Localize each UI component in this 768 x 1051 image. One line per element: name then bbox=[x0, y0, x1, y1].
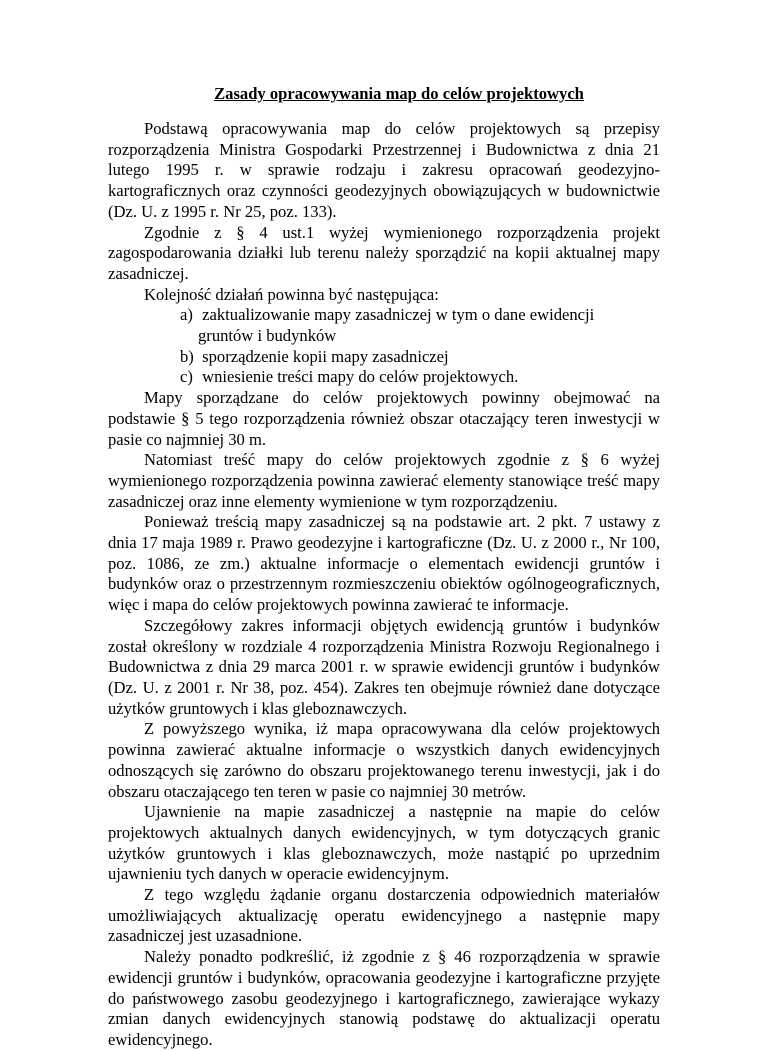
document-title: Zasady opracowywania map do celów projektowych bbox=[214, 84, 584, 103]
paragraph-project-requirement: Zgodnie z § 4 ust.1 wyżej wymienionego rozporządzenia projekt zagospodarowania działki lub terenu należy sporządzić na kopii aktualnej mapy zasadniczej. bbox=[108, 222, 660, 283]
list-marker: a) bbox=[180, 305, 193, 325]
list-item-text: sporządzenie kopii mapy zasadniczej bbox=[202, 346, 449, 366]
document-body bbox=[108, 119, 660, 1051]
list-item bbox=[144, 347, 652, 368]
paragraph-legal-basis: Podstawą opracowywania map do celów projektowych są przepisy rozporządzenia Ministra Gospodarki Przestrzennej i Budownictwa z dnia 21 lutego 1995 r. w sprawie rodzaju i zakresu opracowań geodezyjno-kartograficznych oraz czynności geodezyjnych obowiązujących w budownictwie (Dz. U. z 1995 r. Nr 25, poz. 133). bbox=[108, 119, 660, 221]
steps-list bbox=[108, 305, 660, 388]
list-item bbox=[144, 367, 652, 388]
paragraph-disclosure: Ujawnienie na mapie zasadniczej a następnie na mapie do celów projektowych aktualnych danych ewidencyjnych, w tym dotyczących granic użytków gruntowych i klas gleboznawczych, może nastąpić po uprzednim ujawnieniu tych danych w operacie ewidencyjnym. bbox=[108, 802, 660, 884]
paragraph-map-content: Natomiast treść mapy do celów projektowych zgodnie z § 6 wyżej wymienionego rozporządzenia powinna zawierać elementy stanowiące treść mapy zasadniczej oraz inne elementy wymienione w tym rozporządzeniu. bbox=[108, 450, 660, 511]
paragraph-cadastre-scope: Szczegółowy zakres informacji objętych ewidencją gruntów i budynków został określony w rozdziale 4 rozporządzenia Ministra Rozwoju Regionalnego i Budownictwa z dnia 29 marca 2001 r. w sprawie ewidencji gruntów i budynków (Dz. U. z 2001 r. Nr 38, poz. 454). Zakres ten obejmuje również dane dotyczące użytków gruntowych i klas gleboznawczych. bbox=[108, 615, 660, 718]
paragraph-steps-intro: Kolejność działań powinna być następująca: bbox=[144, 284, 439, 304]
list-item-text: wniesienie treści mapy do celów projektowych. bbox=[202, 367, 519, 387]
paragraph-justification: Z tego względu żądanie organu dostarczenia odpowiednich materiałów umożliwiających aktualizację operatu ewidencyjnego a następnie mapy zasadniczej jest uzasadnione. bbox=[108, 885, 660, 946]
paragraph-geodetic-law: Ponieważ treścią mapy zasadniczej są na podstawie art. 2 pkt. 7 ustawy z dnia 17 maja 1989 r. Prawo geodezyjne i kartograficzne (Dz. U. z 2000 r., Nr 100, poz. 1086, ze zm.) aktualne informacje o elementach ewidencji gruntów i budynków oraz o przestrzennym rozmieszczeniu obiektów ogólnogeograficznych, więc i mapa do celów projektowych powinna zawierać te informacje. bbox=[108, 512, 660, 615]
paragraph-map-extent: Mapy sporządzane do celów projektowych powinny obejmować na podstawie § 5 tego rozporządzenia również obszar otaczający teren inwestycji w pasie co najmniej 30 m. bbox=[108, 388, 660, 449]
paragraph-emphasis: Należy ponadto podkreślić, iż zgodnie z § 46 rozporządzenia w sprawie ewidencji gruntów i budynków, opracowania geodezyjne i kartograficzne przyjęte do państwowego zasobu geodezyjnego i kartograficznego, zawierające wykazy zmian danych ewidencyjnych stanowią podstawę do aktualizacji operatu ewidencyjnego. bbox=[108, 947, 660, 1049]
list-item bbox=[144, 305, 652, 346]
list-marker: b) bbox=[180, 346, 194, 366]
list-item-text: zaktualizowanie mapy zasadniczej w tym o dane ewidencji gruntów i budynków bbox=[198, 305, 595, 346]
list-marker: c) bbox=[180, 367, 193, 387]
paragraph-conclusion: Z powyższego wynika, iż mapa opracowywana dla celów projektowych powinna zawierać aktualne informacje o wszystkich danych ewidencyjnych odnoszących się zarówno do obszaru projektowanego terenu inwestycji, jak i do obszaru otaczającego ten teren w pasie co najmniej 30 metrów. bbox=[108, 719, 660, 801]
